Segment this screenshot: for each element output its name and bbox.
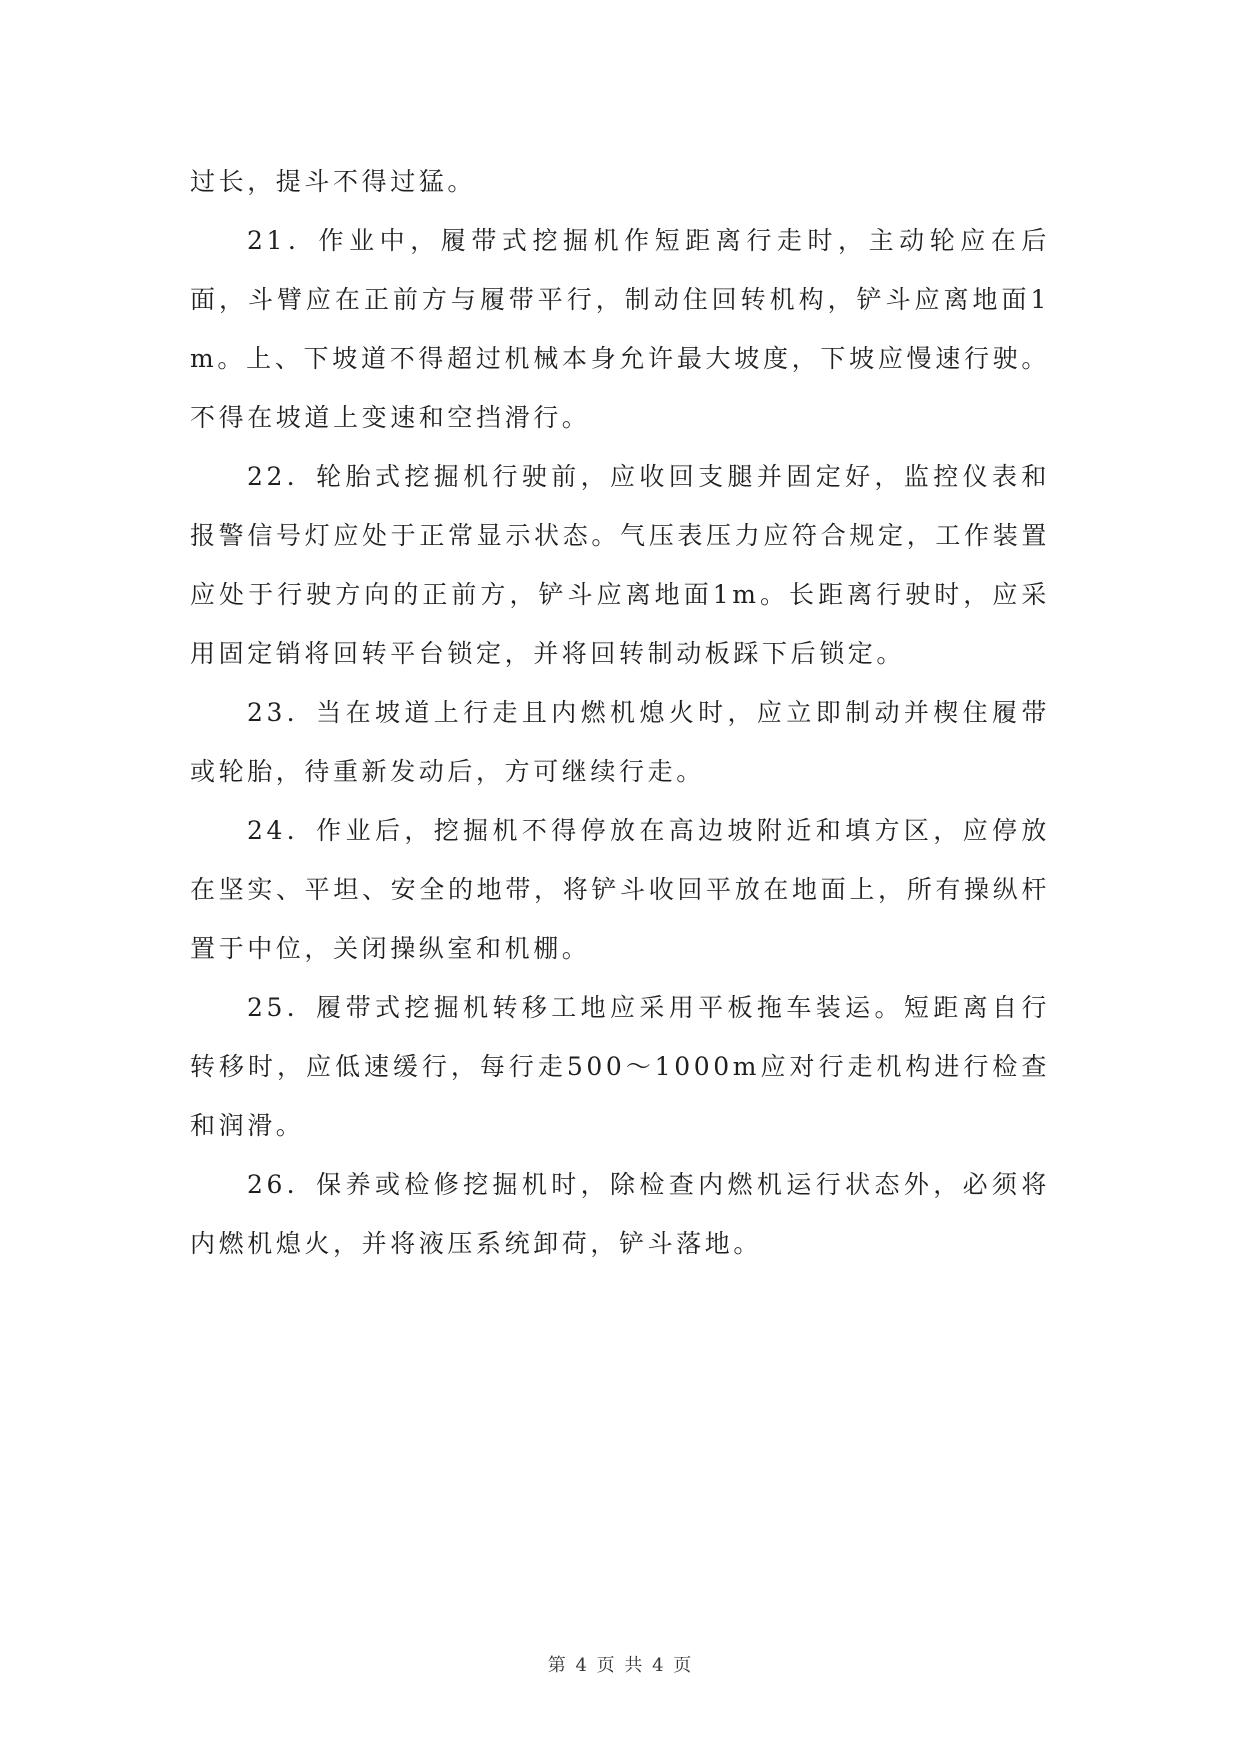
paragraph-item-24: 24．作业后，挖掘机不得停放在高边坡附近和填方区，应停放在坚实、平坦、安全的地带，将铲斗收回平放在地面上，所有操纵杆置于中位，关闭操纵室和机棚。 [190,816,1050,963]
paragraph-item-23: 23．当在坡道上行走且内燃机熄火时，应立即制动并楔住履带或轮胎，待重新发动后，方可继续行走。 [190,698,1050,786]
page-number: 第 4 页 共 4 页 [547,1655,694,1676]
document-body [190,152,1050,1273]
paragraph-item-26: 26．保养或检修挖掘机时，除检查内燃机运行状态外，必须将内燃机熄火，并将液压系统卸荷，铲斗落地。 [190,1170,1050,1258]
paragraph-item-22: 22．轮胎式挖掘机行驶前，应收回支腿并固定好，监控仪表和报警信号灯应处于正常显示状态。气压表压力应符合规定，工作装置应处于行驶方向的正前方，铲斗应离地面1m。长距离行驶时，应采用固定销将回转平台锁定，并将回转制动板踩下后锁定。 [190,462,1050,668]
paragraph-continuation: 过长，提斗不得过猛。 [190,167,477,196]
paragraph-item-25: 25．履带式挖掘机转移工地应采用平板拖车装运。短距离自行转移时，应低速缓行，每行走500～1000m应对行走机构进行检查和润滑。 [190,993,1050,1140]
page-footer [0,1654,1241,1678]
paragraph-item-21: 21．作业中，履带式挖掘机作短距离行走时，主动轮应在后面，斗臂应在正前方与履带平行，制动住回转机构，铲斗应离地面1m。上、下坡道不得超过机械本身允许最大坡度，下坡应慢速行驶。不得在坡道上变速和空挡滑行。 [190,226,1050,432]
